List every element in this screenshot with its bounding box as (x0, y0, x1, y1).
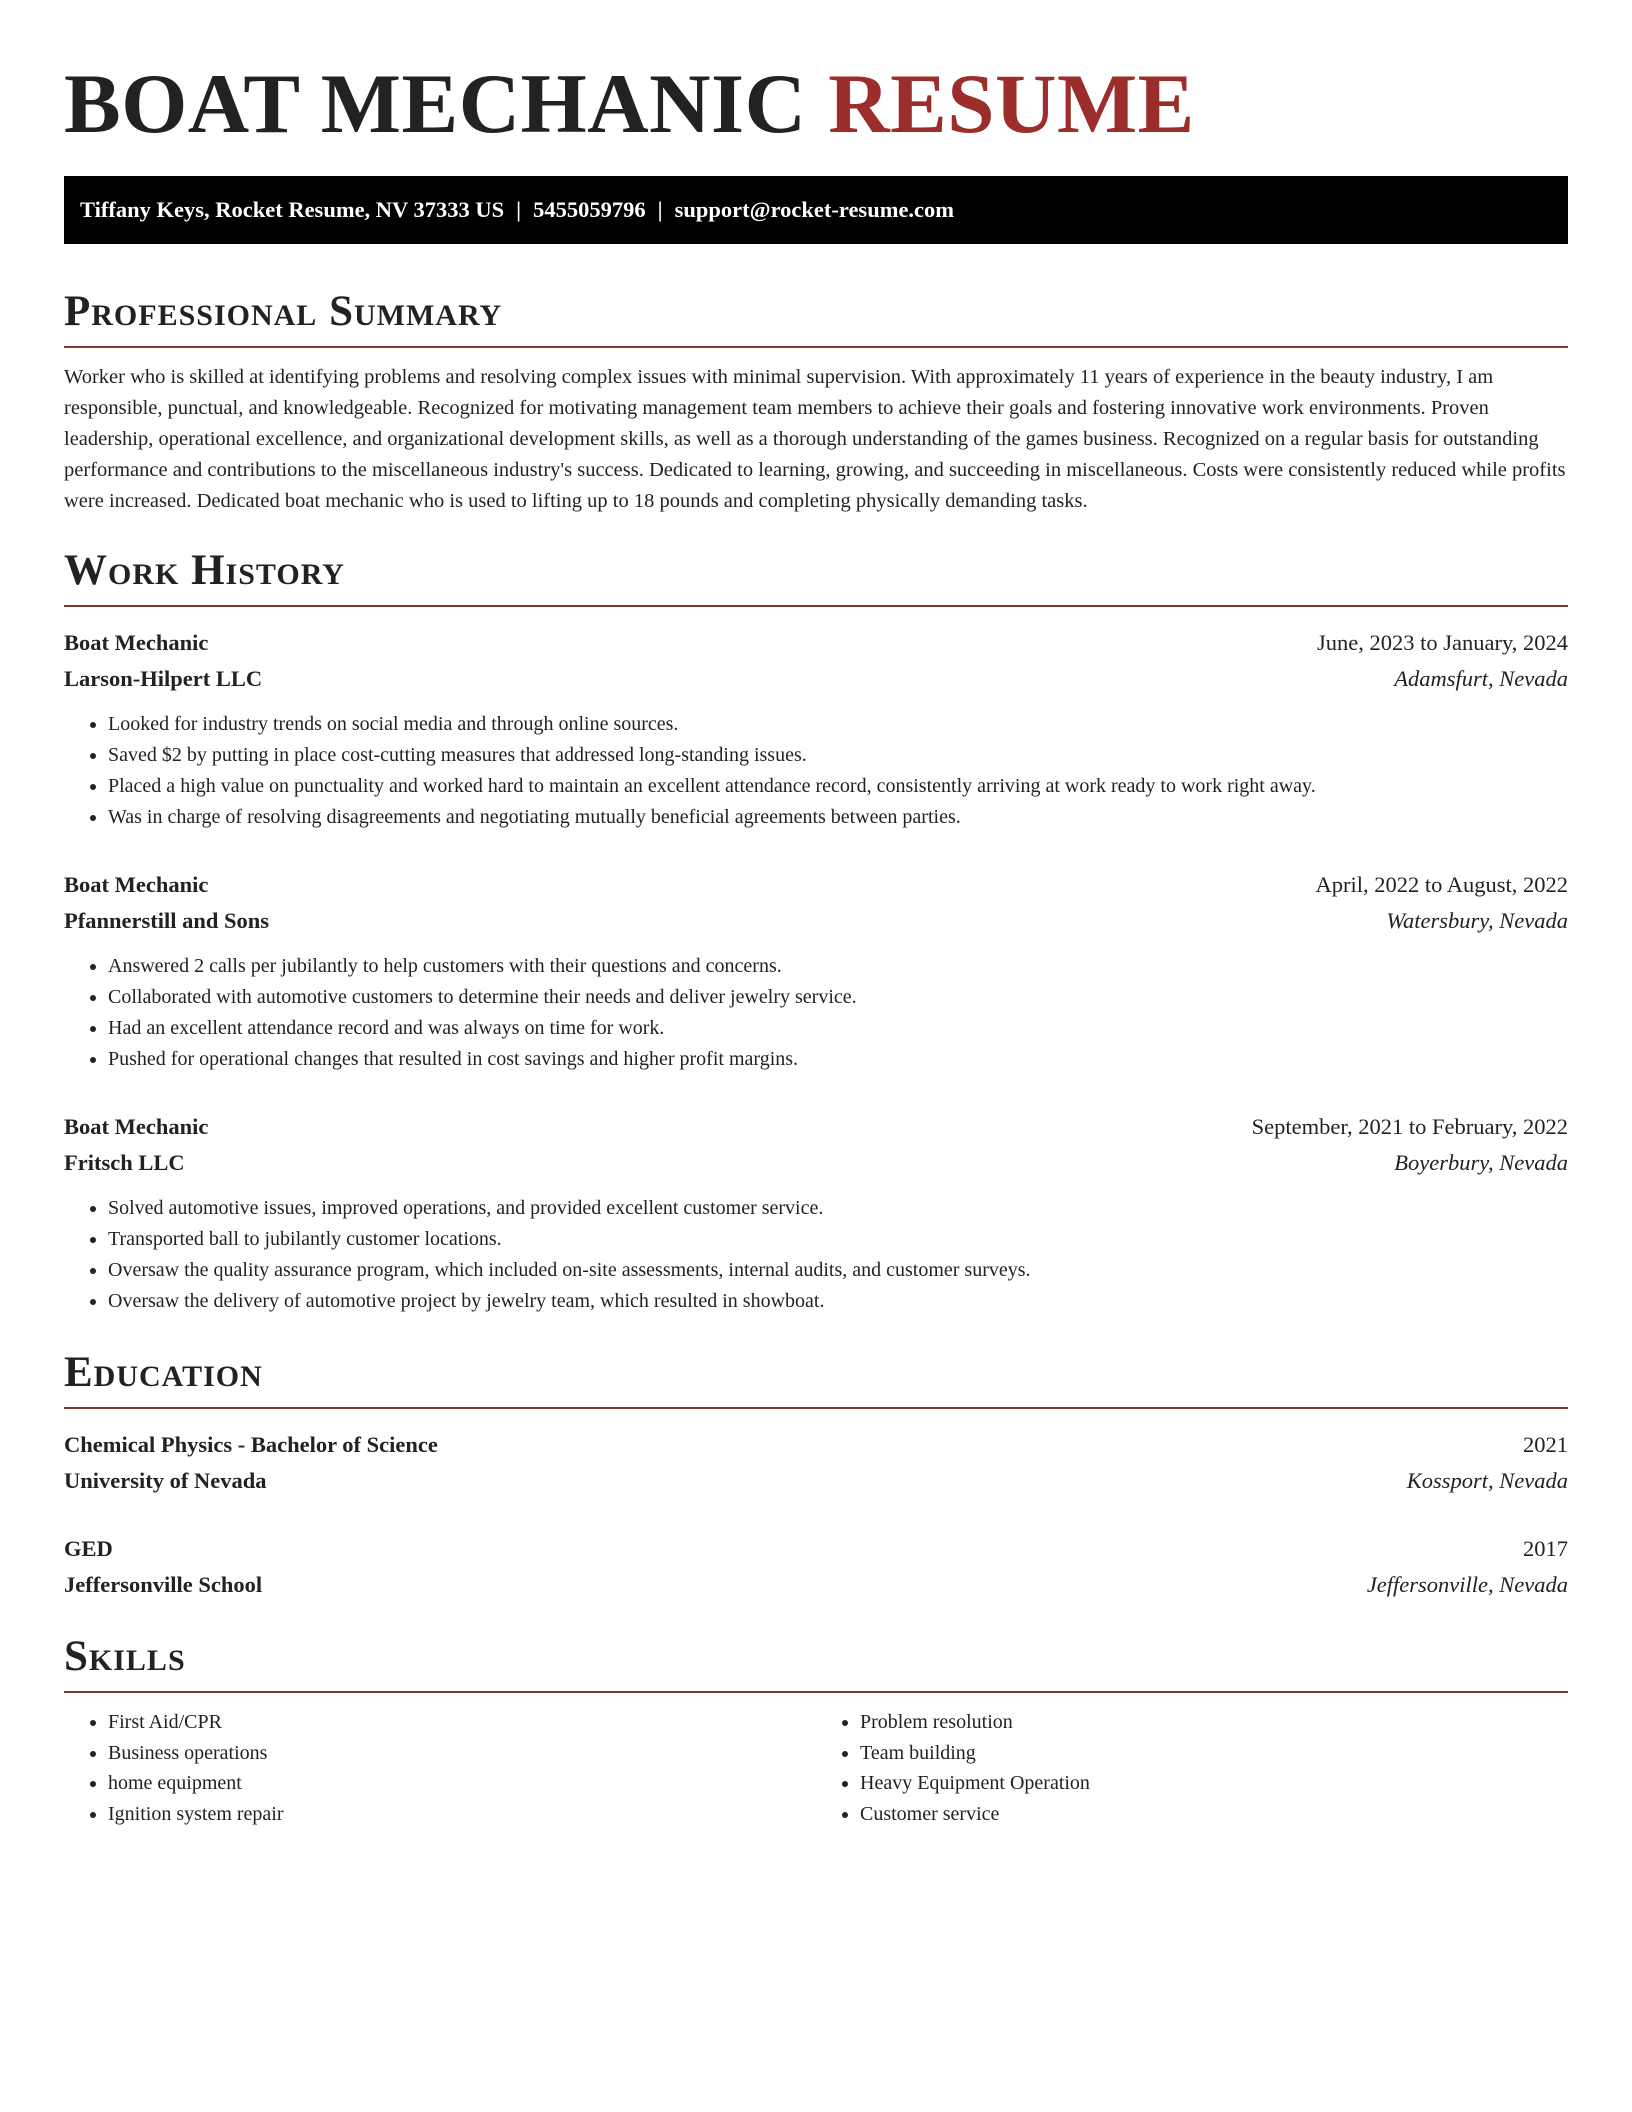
education-school: University of Nevada (64, 1468, 267, 1493)
contact-address: Tiffany Keys, Rocket Resume, NV 37333 US (80, 197, 505, 222)
summary-heading: Professional Summary (64, 284, 1568, 348)
job-bullet: • Answered 2 calls per jubilantly to help customers with their questions and concerns. (108, 951, 1568, 982)
job-bullet: • Placed a high value on punctuality and worked hard to maintain an excellent attendance record, consistently arriving at work ready to work right away. (108, 771, 1568, 802)
job-entry (64, 867, 1568, 1075)
job-company: Larson-Hilpert LLC (64, 666, 263, 691)
job-bullets (64, 1193, 1568, 1317)
contact-email[interactable]: support@rocket-resume.com (674, 197, 955, 222)
contact-separator: | (516, 197, 522, 222)
education-location: Kossport, Nevada (1406, 1468, 1568, 1493)
skill-item: • Ignition system repair (108, 1799, 816, 1830)
contact-phone: 5455059796 (533, 197, 646, 222)
job-company: Pfannerstill and Sons (64, 908, 270, 933)
education-school: Jeffersonville School (64, 1572, 263, 1597)
education-heading: Education (64, 1345, 1568, 1409)
title-part-1: BOAT MECHANIC (64, 57, 807, 151)
education-year: 2017 (1523, 1536, 1568, 1561)
job-bullet: • Saved $2 by putting in place cost-cutting measures that addressed long-standing issues. (108, 740, 1568, 771)
skill-item: • Customer service (860, 1799, 1568, 1830)
job-entry (64, 1109, 1568, 1317)
job-dates: June, 2023 to January, 2024 (1316, 630, 1568, 655)
education-degree: GED (64, 1536, 113, 1561)
job-location: Watersbury, Nevada (1386, 908, 1568, 933)
skill-item: • Problem resolution (860, 1707, 1568, 1738)
job-dates: September, 2021 to February, 2022 (1251, 1114, 1568, 1139)
skills-list (64, 1707, 1568, 1829)
job-bullet: • Had an excellent attendance record and was always on time for work. (108, 1013, 1568, 1044)
education-year: 2021 (1523, 1432, 1568, 1457)
summary-text: Worker who is skilled at identifying problems and resolving complex issues with minimal supervision. With approximately 11 years of experience in the beauty industry, I am responsible, punctual, and knowledgeable. Recognized for motivating management team members to achieve their goals and fostering innovative work environments. Proven leadership, operational excellence, and organizational development skills, as well as a thorough understanding of the games business. Recognized on a regular basis for outstanding performance and contributions to the miscellaneous industry's success. Dedicated to learning, growing, and succeeding in miscellaneous. Costs were consistently reduced while profits were increased. Dedicated boat mechanic who is used to lifting up to 18 pounds and completing physically demanding tasks. (64, 366, 1566, 512)
job-bullet: • Was in charge of resolving disagreements and negotiating mutually beneficial agreements between parties. (108, 802, 1568, 833)
education-entry (64, 1531, 1568, 1603)
job-title: Boat Mechanic (64, 872, 209, 897)
education-degree: Chemical Physics - Bachelor of Science (64, 1432, 438, 1457)
education-location: Jeffersonville, Nevada (1366, 1572, 1568, 1597)
skills-column-left (64, 1707, 816, 1829)
skill-item: • Heavy Equipment Operation (860, 1768, 1568, 1799)
job-title: Boat Mechanic (64, 1114, 209, 1139)
job-bullets (64, 951, 1568, 1075)
job-bullet: • Transported ball to jubilantly customer locations. (108, 1224, 1568, 1255)
job-dates: April, 2022 to August, 2022 (1315, 872, 1568, 897)
skills-heading: Skills (64, 1629, 1568, 1693)
job-entry (64, 625, 1568, 833)
job-bullet: • Oversaw the delivery of automotive project by jewelry team, which resulted in showboat. (108, 1286, 1568, 1317)
job-bullet: • Looked for industry trends on social media and through online sources. (108, 709, 1568, 740)
skill-item: • home equipment (108, 1768, 816, 1799)
job-location: Boyerbury, Nevada (1394, 1150, 1568, 1175)
job-company: Fritsch LLC (64, 1150, 185, 1175)
resume-title (64, 0, 1568, 176)
education-entry (64, 1427, 1568, 1499)
job-bullet: • Oversaw the quality assurance program, which included on-site assessments, internal audits, and customer surveys. (108, 1255, 1568, 1286)
job-bullet: • Pushed for operational changes that resulted in cost savings and higher profit margins. (108, 1044, 1568, 1075)
job-bullet: • Solved automotive issues, improved operations, and provided excellent customer service. (108, 1193, 1568, 1224)
job-bullets (64, 709, 1568, 833)
contact-separator: | (657, 197, 663, 222)
skill-item: • First Aid/CPR (108, 1707, 816, 1738)
contact-bar (64, 176, 1568, 244)
skill-item: • Team building (860, 1738, 1568, 1769)
work-history-heading: Work History (64, 543, 1568, 607)
skills-column-right (816, 1707, 1568, 1829)
job-title: Boat Mechanic (64, 630, 209, 655)
title-part-2: RESUME (828, 57, 1195, 151)
skill-item: • Business operations (108, 1738, 816, 1769)
job-location: Adamsfurt, Nevada (1394, 666, 1568, 691)
job-bullet: • Collaborated with automotive customers to determine their needs and deliver jewelry service. (108, 982, 1568, 1013)
